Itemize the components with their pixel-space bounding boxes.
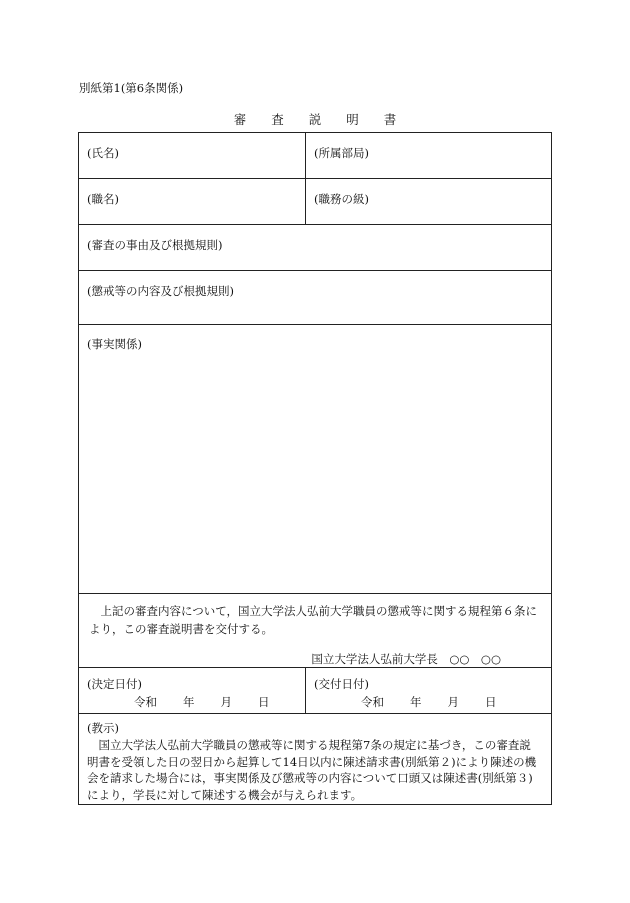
discipline-label: (懲戒等の内容及び根拠規則)	[87, 284, 234, 298]
grade-label: (職務の級)	[314, 192, 369, 206]
document-title	[0, 110, 630, 128]
decision-era: 令和	[134, 695, 157, 709]
name-cell[interactable]	[79, 133, 306, 179]
position-cell[interactable]	[79, 179, 306, 225]
notice-text: 国立大学法人弘前大学職員の懲戒等に関する規程第7条の規定に基づき，この審査説明書を受領した日の翌日から起算して14日以内に陳述請求書(別紙第２)により陳述の機会を請求した場合には，事実関係及び懲戒等の内容について口頭又は陳述書(別紙第３)により，学長に対して陳述する機会が与えられます。	[87, 738, 537, 802]
facts-label: (事実関係)	[87, 337, 142, 351]
document-reference: 別紙第1(第6条関係)	[79, 81, 184, 95]
statement-text: 上記の審査内容について，国立大学法人弘前大学職員の懲戒等に関する規程第６条により，この審査説明書を交付する。	[89, 604, 538, 636]
review-explanation-form	[78, 132, 552, 805]
position-label: (職名)	[87, 192, 119, 206]
delivery-date-cell[interactable]	[306, 668, 552, 714]
decision-year: 年	[183, 695, 195, 709]
reason-cell[interactable]	[79, 225, 552, 271]
delivery-year: 年	[410, 695, 422, 709]
grade-cell[interactable]	[306, 179, 552, 225]
issuer-signature: 国立大学法人弘前大学長 ○○ ○○	[311, 652, 501, 666]
statement-cell	[79, 594, 552, 668]
title-text: 審 査 説 明 書	[233, 112, 397, 127]
decision-month: 月	[220, 695, 232, 709]
department-label: (所属部局)	[314, 146, 369, 160]
facts-cell[interactable]	[79, 325, 552, 594]
delivery-date-value	[306, 692, 551, 710]
delivery-date-label: (交付日付)	[314, 677, 369, 691]
department-cell[interactable]	[306, 133, 552, 179]
delivery-era: 令和	[361, 695, 384, 709]
delivery-day: 日	[485, 695, 497, 709]
discipline-cell[interactable]	[79, 271, 552, 325]
notice-label: (教示)	[87, 721, 119, 735]
decision-day: 日	[258, 695, 270, 709]
reason-label: (審査の事由及び根拠規則)	[87, 238, 223, 252]
decision-date-value	[79, 692, 305, 710]
notice-cell	[79, 714, 552, 805]
delivery-month: 月	[447, 695, 459, 709]
decision-date-label: (決定日付)	[87, 677, 142, 691]
decision-date-cell[interactable]	[79, 668, 306, 714]
name-label: (氏名)	[87, 146, 119, 160]
